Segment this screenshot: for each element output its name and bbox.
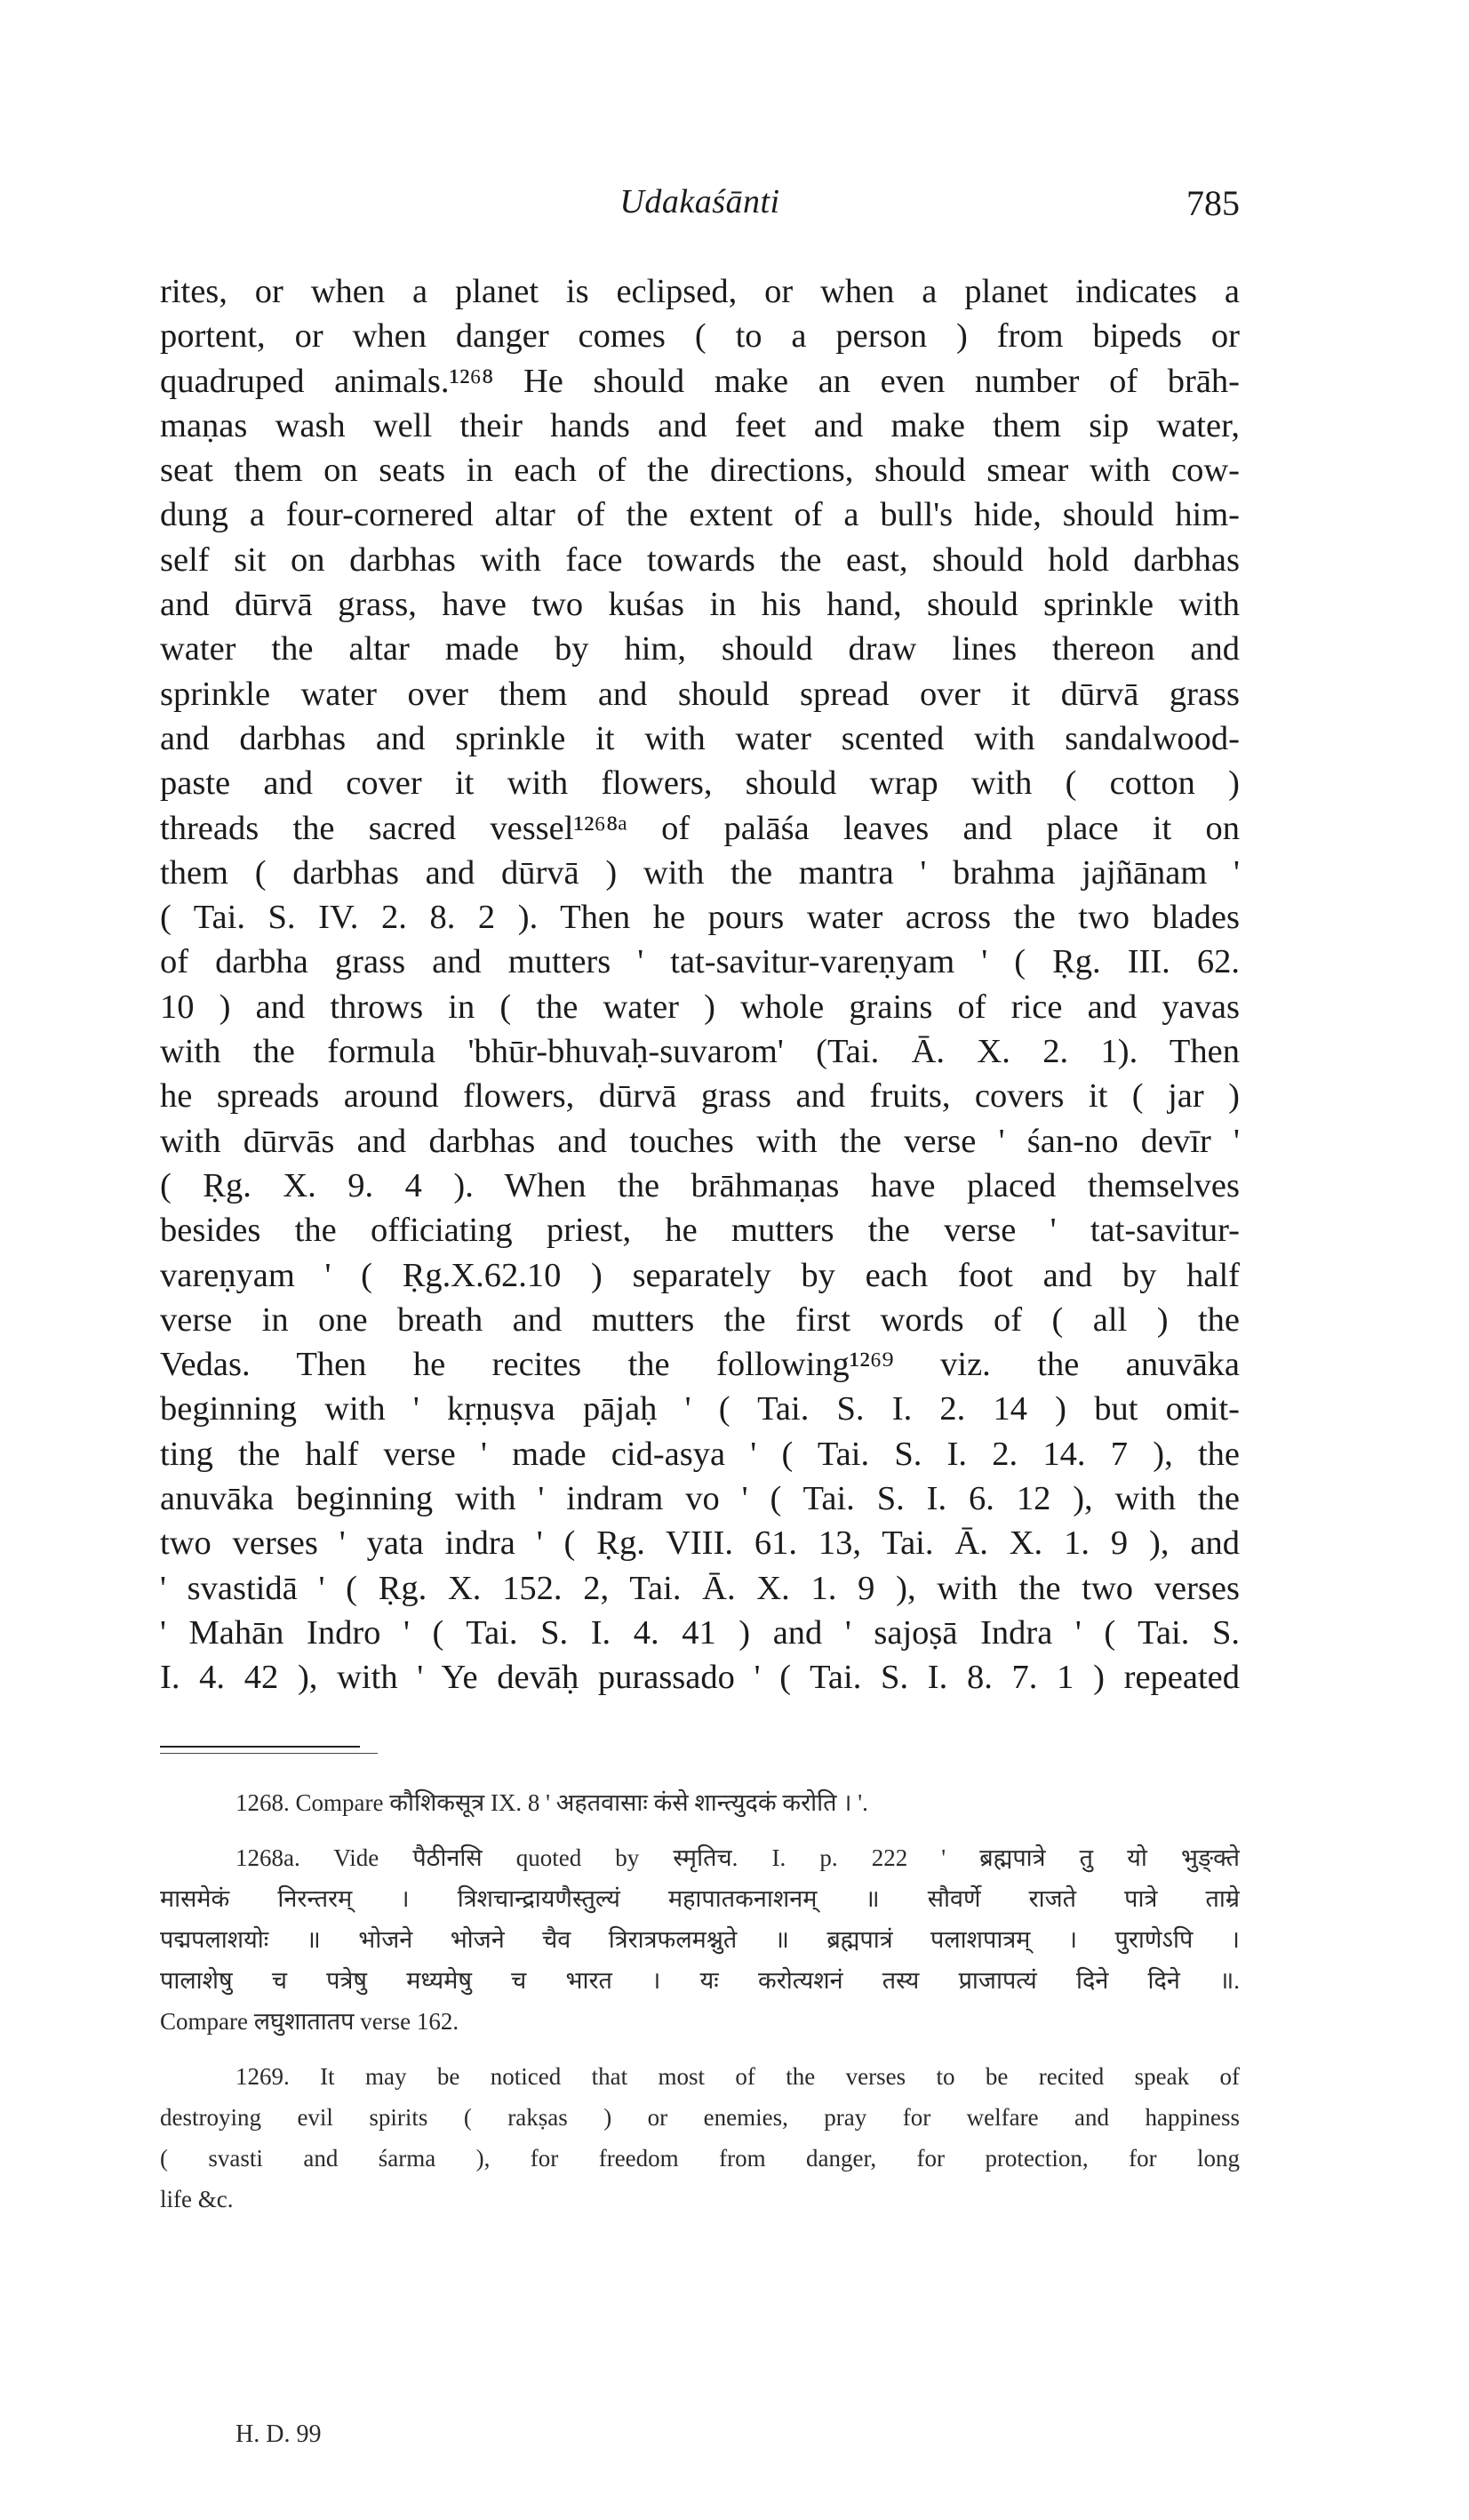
body-line: ting the half verse ' made cid-asya ' ( Tai. S. I. 2. 14. 7 ), the <box>160 1435 1240 1473</box>
footnote-1268a-line: पद्मपलाशयोः ॥ भोजने भोजने चैव त्रिरात्रफलमश्नुते ॥ ब्रह्मपात्रं पलाशपात्रम् । पुराणेऽपि । <box>160 1926 1240 1953</box>
printer-signature: H. D. 99 <box>236 2420 322 2448</box>
body-line: dung a four-cornered altar of the extent of a bull's hide, should him- <box>160 496 1240 534</box>
body-line: besides the officiating priest, he mutters the verse ' tat-savitur- <box>160 1212 1240 1250</box>
body-line: maṇas wash well their hands and feet and make them sip water, <box>160 406 1240 444</box>
footnote-1269-line: ( svasti and śarma ), for freedom from danger, for protection, for long <box>160 2145 1240 2172</box>
body-line: beginning with ' kṛṇuṣva pājaḥ ' ( Tai. S. I. 2. 14 ) but omit- <box>160 1390 1240 1428</box>
body-line: two verses ' yata indra ' ( Ṛg. VIII. 61. 13, Tai. Ā. X. 1. 9 ), and <box>160 1524 1240 1563</box>
page-number: 785 <box>1186 183 1240 223</box>
running-title: Udakaśānti <box>619 183 780 220</box>
body-line: sprinkle water over them and should spread over it dūrvā grass <box>160 675 1240 713</box>
body-line: paste and cover it with flowers, should wrap with ( cotton ) <box>160 764 1240 803</box>
footnote-1268a-line: पालाशेषु च पत्रेषु मध्यमेषु च भारत । यः करोत्यशनं तस्य प्राजापत्यं दिने दिने ॥. <box>160 1967 1240 1994</box>
body-line: quadruped animals.¹²⁶⁸ He should make an even number of brāh- <box>160 362 1240 400</box>
footnote-1268a-line: 1268a. Vide पैठीनसि quoted by स्मृतिच. I. p. 222 ' ब्रह्मपात्रे तु यो भुङ्क्ते <box>236 1844 1240 1871</box>
body-line: ( Ṛg. X. 9. 4 ). When the brāhmaṇas have placed themselves <box>160 1166 1240 1204</box>
body-line: threads the sacred vessel¹²⁶⁸ᵃ of palāśa leaves and place it on <box>160 809 1240 847</box>
body-line: water the altar made by him, should draw lines thereon and <box>160 630 1240 668</box>
footnote-1268: 1268. Compare कौशिकसूत्र IX. 8 ' अहतवासाः कंसे शान्त्युदकं करोति । '. <box>236 1789 868 1816</box>
body-line: I. 4. 42 ), with ' Ye devāḥ purassado ' ( Tai. S. I. 8. 7. 1 ) repeated <box>160 1659 1240 1697</box>
body-line: verse in one breath and mutters the first words of ( all ) the <box>160 1300 1240 1339</box>
body-line: with dūrvās and darbhas and touches with the verse ' śan-no devīr ' <box>160 1122 1240 1160</box>
footnote-gap <box>160 2042 1240 2056</box>
body-line: anuvāka beginning with ' indram vo ' ( Tai. S. I. 6. 12 ), with the <box>160 1480 1240 1518</box>
footnotes <box>160 1782 1240 2220</box>
footnote-gap <box>160 1823 1240 1837</box>
body-line: ' svastidā ' ( Ṛg. X. 152. 2, Tai. Ā. X. 1. 9 ), with the two verses <box>160 1569 1240 1607</box>
footnote-rule-thin <box>160 1753 378 1754</box>
body-line: he spreads around flowers, dūrvā grass and fruits, covers it ( jar ) <box>160 1077 1240 1116</box>
body-line: seat them on seats in each of the directions, should smear with cow- <box>160 452 1240 490</box>
footnote-1268a-line: मासमेकं निरन्तरम् । त्रिशचान्द्रायणैस्तुल्यं महापातकनाशनम् ॥ सौवर्णे राजते पात्रे ताम्रे <box>160 1885 1240 1912</box>
footnote-rule <box>160 1746 360 1748</box>
body-line: with the formula 'bhūr-bhuvaḥ-suvarom' (Tai. Ā. X. 2. 1). Then <box>160 1033 1240 1071</box>
body-line: them ( darbhas and dūrvā ) with the mantra ' brahma jajñānam ' <box>160 853 1240 892</box>
body-line: and dūrvā grass, have two kuśas in his hand, should sprinkle with <box>160 586 1240 624</box>
body-line: self sit on darbhas with face towards the east, should hold darbhas <box>160 540 1240 579</box>
body-line: 10 ) and throws in ( the water ) whole grains of rice and yavas <box>160 988 1240 1026</box>
body-text <box>160 269 1240 1700</box>
body-line: vareṇyam ' ( Ṛg.X.62.10 ) separately by each foot and by half <box>160 1256 1240 1294</box>
body-line: rites, or when a planet is eclipsed, or when a planet indicates a <box>160 273 1240 310</box>
footnote-1268a-line: Compare लघुशातातप verse 162. <box>160 2008 459 2035</box>
body-line: ( Tai. S. IV. 2. 8. 2 ). Then he pours water across the two blades <box>160 899 1240 937</box>
body-line: ' Mahān Indro ' ( Tai. S. I. 4. 41 ) and ' sajoṣā Indra ' ( Tai. S. <box>160 1613 1240 1652</box>
running-head <box>160 182 1240 236</box>
body-line: and darbhas and sprinkle it with water scented with sandalwood- <box>160 719 1240 757</box>
footnote-1269-line: destroying evil spirits ( rakṣas ) or enemies, pray for welfare and happiness <box>160 2104 1240 2131</box>
body-line: Vedas. Then he recites the following¹²⁶⁹ viz. the anuvāka <box>160 1346 1240 1384</box>
body-line: of darbha grass and mutters ' tat-savitur-vareṇyam ' ( Ṛg. III. 62. <box>160 943 1240 981</box>
body-line: portent, or when danger comes ( to a person ) from bipeds or <box>160 317 1240 356</box>
footnote-1269-line: life &c. <box>160 2186 234 2212</box>
footnote-1269-line: 1269. It may be noticed that most of the verses to be recited speak of <box>236 2063 1240 2090</box>
